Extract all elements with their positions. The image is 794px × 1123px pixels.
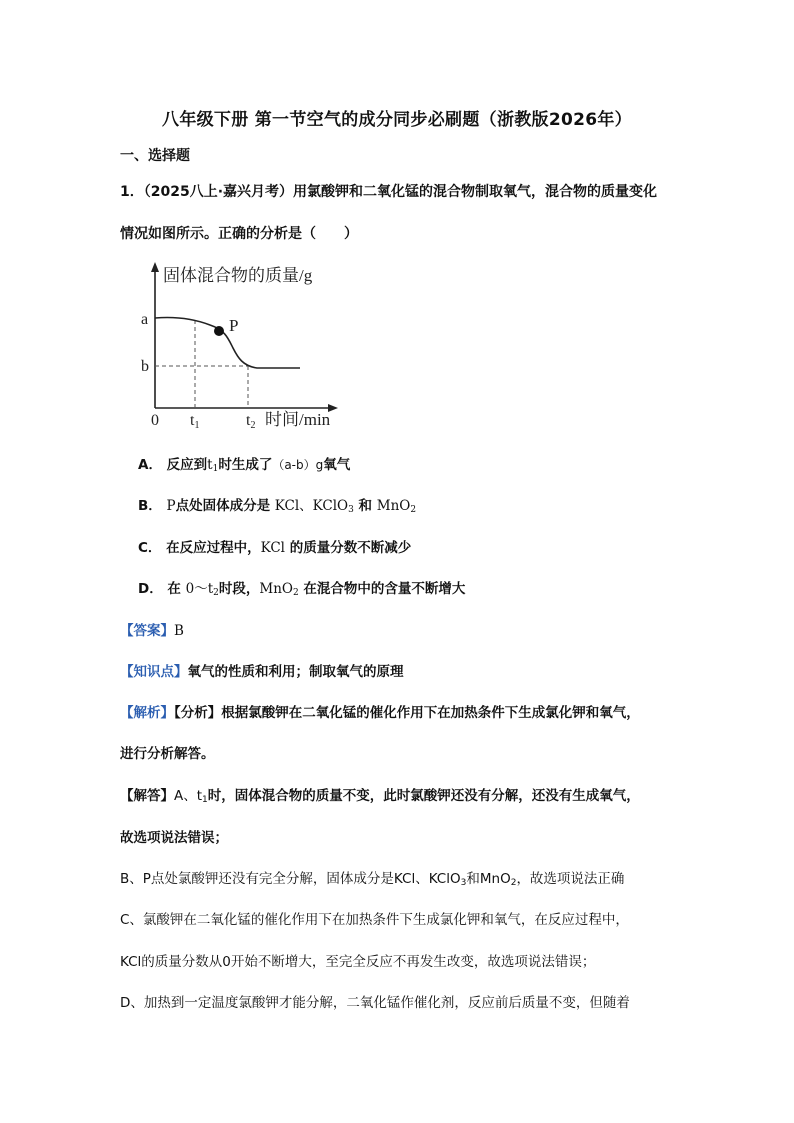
question-source: （2025八上·嘉兴月考） bbox=[143, 184, 294, 200]
solution-line-1: 【解答】A、$t_1$时，固体混合物的质量不变，此时氯酸钾还没有分解，还没有生成氧气， bbox=[120, 788, 640, 805]
analysis-label: 【解析】 bbox=[120, 705, 174, 721]
option-b: B． P点处固体成分是 KCl、KClO$_3$ 和 MnO$_2$ bbox=[138, 498, 417, 515]
solution-b-line: B、P点处氯酸钾还没有完全分解，固体成分是KCl、KClO$_3$和MnO$_2$，故选项说法正确 bbox=[120, 871, 625, 888]
x-tick-t1: t1 bbox=[190, 412, 200, 430]
y-tick-b: b bbox=[141, 358, 149, 375]
page-title: 八年级下册 第一节空气的成分同步必刷题（浙教版2026年） bbox=[162, 110, 632, 130]
answer-label: 【答案】 bbox=[120, 623, 174, 639]
solution-c-line-1: C、氯酸钾在二氧化锰的催化作用下在加热条件下生成氯化钾和氧气，在反应过程中， bbox=[120, 912, 629, 928]
section-heading: 一、选择题 bbox=[120, 148, 190, 164]
option-d: D． 在 $0\sim t_2$时段，MnO$_2$ 在混合物中的含量不断增大 bbox=[138, 581, 466, 598]
point-p-label: P bbox=[229, 316, 239, 335]
knowledge-line bbox=[120, 660, 404, 680]
question-text-1: 用氯酸钾和二氧化锰的混合物制取氧气，混合物的质量变化 bbox=[293, 184, 658, 200]
origin-label: 0 bbox=[151, 412, 159, 429]
solution-line-2: 故选项说法错误； bbox=[120, 830, 228, 846]
knowledge-label: 【知识点】 bbox=[120, 664, 188, 680]
answer-value: B bbox=[174, 623, 184, 639]
y-axis-arrow bbox=[151, 262, 159, 272]
answer-line bbox=[120, 619, 184, 639]
x-axis-label: 时间/min bbox=[265, 410, 331, 429]
option-a: A． 反应到$t_1$时生成了（a-b）g氧气 bbox=[138, 457, 351, 474]
knowledge-text: 氧气的性质和利用；制取氧气的原理 bbox=[187, 664, 404, 680]
mass-curve bbox=[155, 317, 300, 368]
solution-c-line-2: KCl的质量分数从0开始不断增大，至完全反应不再发生改变，故选项说法错误； bbox=[120, 954, 596, 970]
question-line-2: 情况如图所示。正确的分析是（ ） bbox=[120, 226, 358, 242]
question-line-1 bbox=[120, 181, 657, 201]
x-tick-t2: t2 bbox=[246, 412, 256, 430]
question-number: 1． bbox=[120, 184, 144, 200]
analysis-line-1: 【解析】【分析】根据氯酸钾在二氧化锰的催化作用下在加热条件下生成氯化钾和氧气， bbox=[120, 705, 640, 721]
y-tick-a: a bbox=[141, 311, 149, 328]
mass-time-chart bbox=[135, 258, 350, 430]
analysis-line-2: 进行分析解答。 bbox=[120, 746, 215, 762]
point-p bbox=[214, 326, 224, 336]
option-c: C． 在反应过程中，KCl 的质量分数不断减少 bbox=[138, 540, 412, 556]
y-axis-label: 固体混合物的质量/g bbox=[163, 266, 313, 285]
solution-d-line-1: D、加热到一定温度氯酸钾才能分解，二氧化锰作催化剂，反应前后质量不变，但随着 bbox=[120, 995, 630, 1011]
